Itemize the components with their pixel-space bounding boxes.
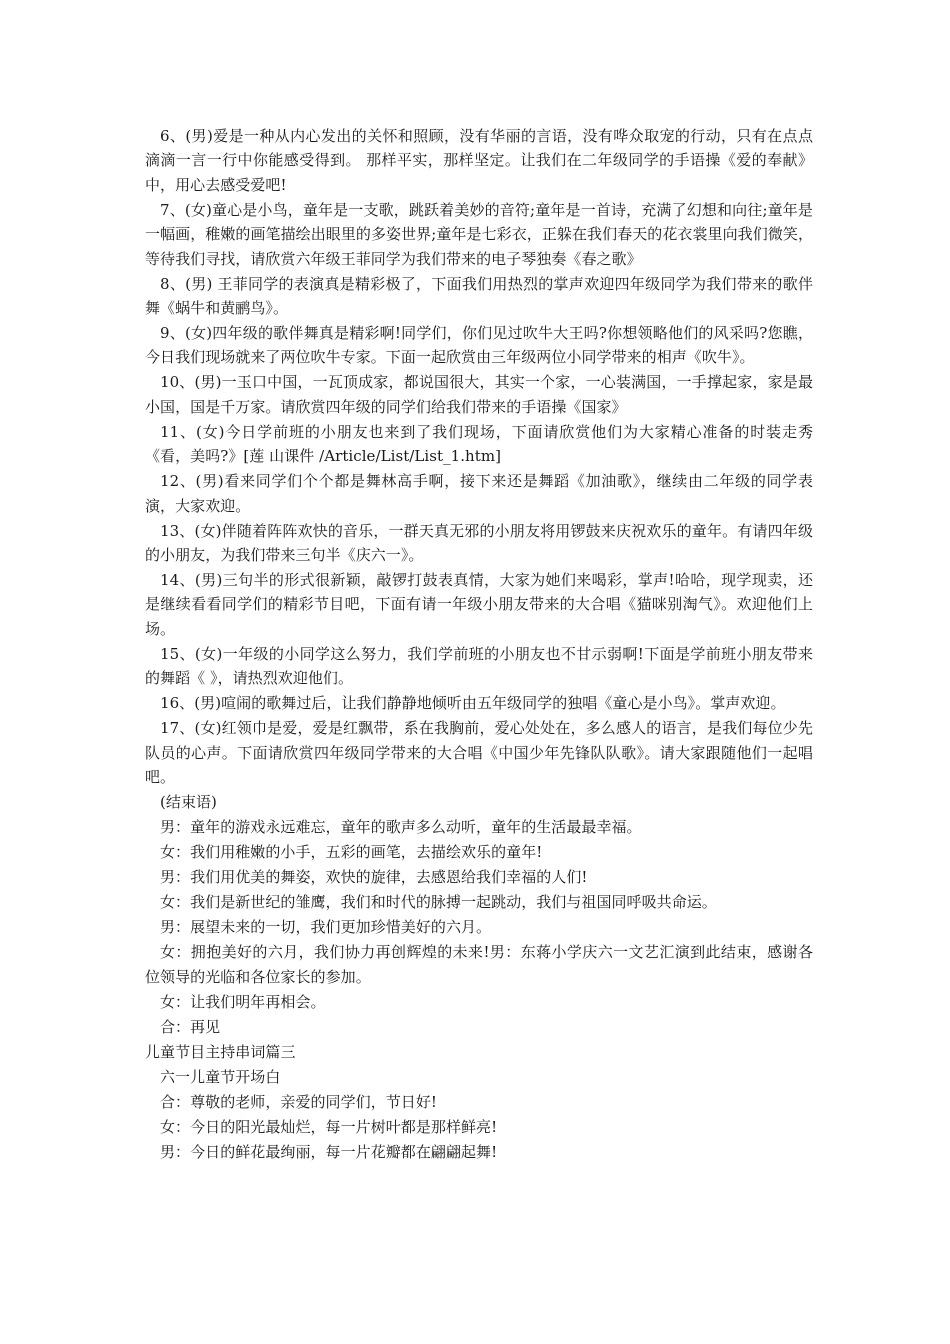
- dialogue-line: 女：拥抱美好的六月，我们协力再创辉煌的未来!男：东蒋小学庆六一文艺汇演到此结束，感谢各位领导的光临和各位家长的参加。: [145, 943, 813, 986]
- dialogue-line: 男：我们用优美的舞姿，欢快的旋律，去感恩给我们幸福的人们!: [160, 868, 588, 887]
- dialogue-line: 合：尊敬的老师，亲爱的同学们，节日好!: [160, 1092, 437, 1111]
- paragraph-16: 16、(男)喧闹的歌舞过后，让我们静静地倾听由五年级同学的独唱《童心是小鸟》。掌声欢迎。: [160, 694, 786, 713]
- document-page: [145, 124, 813, 1165]
- subsection-title: 六一儿童节开场白: [160, 1067, 281, 1086]
- paragraph-13: 13、(女)伴随着阵阵欢快的音乐，一群天真无邪的小朋友将用锣鼓来庆祝欢乐的童年。有请四年级的小朋友，为我们带来三句半《庆六一》。: [145, 521, 813, 565]
- dialogue-line: 男：童年的游戏永远难忘，童年的歌声多么动听，童年的生活最最幸福。: [160, 818, 642, 837]
- paragraph-9: 9、(女)四年级的歌伴舞真是精彩啊!同学们，你们见过吹牛大王吗?你想领略他们的风采吗?您瞧，今日我们现场就来了两位吹牛专家。下面一起欣赏由三年级两位小同学带来的相声《吹牛》。: [145, 324, 813, 367]
- paragraph-11: 11、(女)今日学前班的小朋友也来到了我们现场，下面请欣赏他们为大家精心准备的时装走秀《看，美吗?》[莲 山课件 /Article/List/List_1.htm]: [145, 422, 813, 466]
- paragraph-7: 7、(女)童心是小鸟，童年是一支歌，跳跃着美妙的音符;童年是一首诗，充满了幻想和向往;童年是一幅画，稚嫩的画笔描绘出眼里的多姿世界;童年是七彩衣，正躲在我们春天的花衣裳里向我们微笑，等待我们寻找，请欣赏六年级王菲同学为我们带来的电子琴独奏《春之歌》: [145, 200, 813, 268]
- section-title: 儿童节目主持串词篇三: [145, 1042, 296, 1061]
- closing-heading: (结束语): [160, 793, 217, 812]
- paragraph-17: 17、(女)红领巾是爱，爱是红飘带，系在我胸前，爱心处处在，多么感人的语言，是我们每位少先队员的心声。下面请欣赏四年级同学带来的大合唱《中国少年先锋队队歌》。请大家跟随他们一起唱吧。: [145, 719, 813, 787]
- paragraph-10: 10、(男)一玉口中国，一瓦顶成家，都说国很大，其实一个家，一心装满国，一手撑起家，家是最小国，国是千万家。请欣赏四年级的同学们给我们带来的手语操《国家》: [145, 373, 813, 416]
- dialogue-line: 女：我们是新世纪的雏鹰，我们和时代的脉搏一起跳动，我们与祖国同呼吸共命运。: [160, 893, 717, 912]
- dialogue-line: 女：今日的阳光最灿烂，每一片树叶都是那样鲜亮!: [160, 1117, 498, 1136]
- dialogue-line: 合：再见: [160, 1017, 221, 1036]
- paragraph-14: 14、(男)三句半的形式很新颖，敲锣打鼓表真情，大家为她们来喝彩，掌声!哈哈，现学现卖，还是继续看看同学们的精彩节目吧，下面有请一年级小朋友带来的大合唱《猫咪别淘气》。欢迎他们上场。: [145, 571, 813, 638]
- paragraph-8: 8、(男) 王菲同学的表演真是精彩极了，下面我们用热烈的掌声欢迎四年级同学为我们带来的歌伴舞《蜗牛和黄鹂鸟》。: [145, 274, 813, 318]
- paragraph-15: 15、(女)一年级的小同学这么努力，我们学前班的小朋友也不甘示弱啊!下面是学前班小朋友带来的舞蹈《 》，请热烈欢迎他们。: [145, 644, 813, 688]
- dialogue-line: 女：让我们明年再相会。: [160, 992, 326, 1011]
- dialogue-line: 女：我们用稚嫩的小手，五彩的画笔，去描绘欢乐的童年!: [160, 843, 543, 862]
- paragraph-6: 6、(男)爱是一种从内心发出的关怀和照顾，没有华丽的言语，没有哗众取宠的行动，只有在点点滴滴一言一行中你能感受得到。 那样平实，那样坚定。让我们在二年级同学的手语操《爱的奉献》中，用心去感受爱吧!: [145, 127, 813, 194]
- dialogue-line: 男：今日的鲜花最绚丽，每一片花瓣都在翩翩起舞!: [160, 1142, 498, 1161]
- paragraph-12: 12、(男)看来同学们个个都是舞林高手啊，接下来还是舞蹈《加油歌》，继续由二年级的同学表演，大家欢迎。: [145, 472, 813, 515]
- dialogue-line: 男：展望未来的一切，我们更加珍惜美好的六月。: [160, 918, 492, 937]
